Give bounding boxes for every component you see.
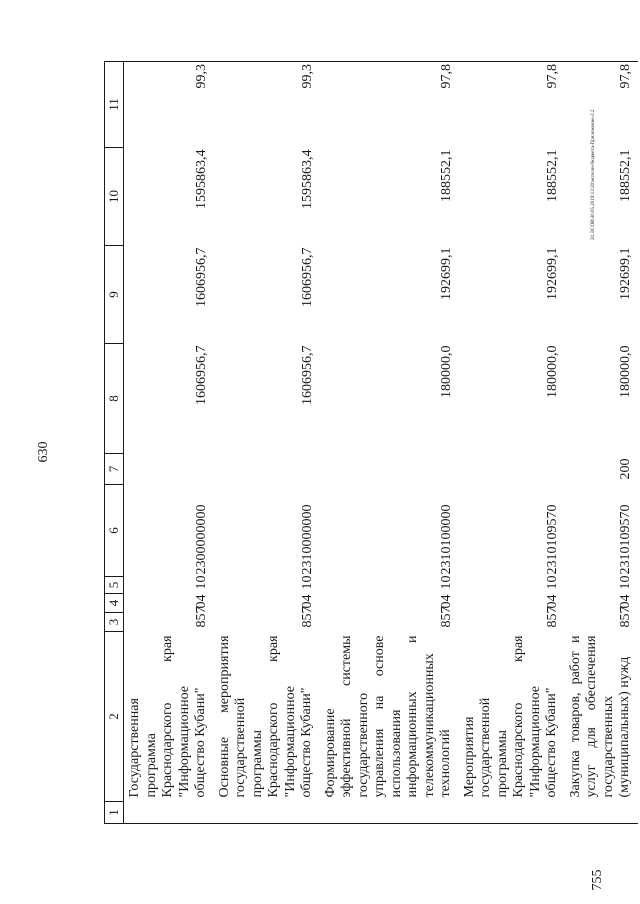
row-name: Закупка товаров, работ и услуг для обеспечения государственных (муниципальных) нужд [567, 635, 632, 798]
cell-subsection: 10 [438, 575, 454, 590]
cell-target-article: 2300000000 [193, 504, 209, 575]
cell-subsection: 10 [193, 575, 209, 590]
cell-col-10: 188552,1 [544, 149, 560, 202]
header-col-8: 8 [105, 344, 124, 454]
row-name: Основные мероприятия государственной программы Краснодарского края "Информационное общество Кубани" [216, 635, 314, 798]
header-col-5: 5 [105, 577, 124, 594]
cell-col-9: 192699,1 [617, 247, 633, 300]
cell-col-11: 97,8 [565, 62, 638, 148]
cell-col-8: 1606956,7 [299, 345, 315, 405]
cell-section: 04 [193, 594, 209, 609]
table-row [320, 62, 459, 824]
cell-col-8: 180000,0 [544, 345, 560, 398]
cell-expense-type [320, 454, 459, 485]
table-row [214, 62, 320, 824]
side-page-number: 755 [590, 869, 605, 891]
cell-section: 04 [299, 594, 315, 609]
cell-col-10: 1595863,4 [299, 149, 315, 209]
cell-admin-code: 857 [544, 606, 560, 628]
cell-expense-type [124, 454, 214, 485]
cell-section: 04 [438, 594, 454, 609]
cell-admin-code: 857 [438, 606, 454, 628]
table-row [565, 62, 638, 824]
cell-col-9: 192699,1 [544, 247, 560, 300]
header-col-11: 11 [105, 62, 124, 148]
cell-admin-code: 857 [193, 606, 209, 628]
cell-col-8: 180000,0 [438, 345, 454, 398]
cell-col-10: 188552,1 [617, 149, 633, 202]
cell-col-9: 192699,1 [438, 247, 454, 300]
cell-subsection: 10 [299, 575, 315, 590]
header-col-6: 6 [105, 485, 124, 577]
header-col-1: 1 [105, 802, 124, 824]
cell-expense-type [214, 454, 320, 485]
cell-col-10: 1595863,4 [193, 149, 209, 209]
cell-col-11: 99,3 [124, 62, 214, 148]
cell-col-8: 1606956,7 [193, 345, 209, 405]
cell-target-article: 2310109570 [544, 504, 560, 575]
cell-subsection: 10 [544, 575, 560, 590]
budget-table [104, 61, 638, 824]
cell-expense-type: 200 [617, 458, 633, 480]
table-row [124, 62, 214, 824]
header-col-7: 7 [105, 454, 124, 485]
header-col-9: 9 [105, 246, 124, 344]
row-name: Государственная программа Краснодарского края "Информационное общество Кубани" [127, 635, 208, 798]
cell-expense-type [459, 454, 565, 485]
row-name: Мероприятия государственной программы Краснодарского края "Информационное общество Кубани" [461, 635, 559, 798]
cell-col-11: 97,8 [459, 62, 565, 148]
row-name: Формирование эффективной системы государственного управления на основе использования информационных и телекоммуникационных технологий [322, 635, 453, 798]
page-number: 630 [36, 441, 51, 463]
header-col-4: 4 [105, 594, 124, 613]
cell-section: 04 [617, 594, 633, 609]
cell-section: 04 [544, 594, 560, 609]
header-col-2: 2 [105, 632, 124, 802]
header-col-10: 10 [105, 148, 124, 246]
cell-col-9: 1606956,7 [299, 247, 315, 307]
cell-col-11: 99,3 [214, 62, 320, 148]
cell-col-9: 1606956,7 [193, 247, 209, 307]
cell-target-article: 2310000000 [299, 504, 315, 575]
cell-admin-code: 857 [299, 606, 315, 628]
cell-admin-code: 857 [617, 606, 633, 628]
cell-col-8: 180000,0 [617, 345, 633, 398]
table-row [459, 62, 565, 824]
cell-subsection: 10 [617, 575, 633, 590]
header-col-3: 3 [105, 613, 124, 632]
cell-target-article: 2310109570 [617, 504, 633, 575]
cell-target-article: 2310100000 [438, 504, 454, 575]
cell-col-10: 188552,1 [438, 149, 454, 202]
cell-col-11: 97,8 [320, 62, 459, 148]
file-path-footer: 20.3\СОВ\30.05.2019\13:20\исполн-бюджета-Приложение-2.2 [591, 109, 596, 240]
header-row [105, 62, 124, 824]
